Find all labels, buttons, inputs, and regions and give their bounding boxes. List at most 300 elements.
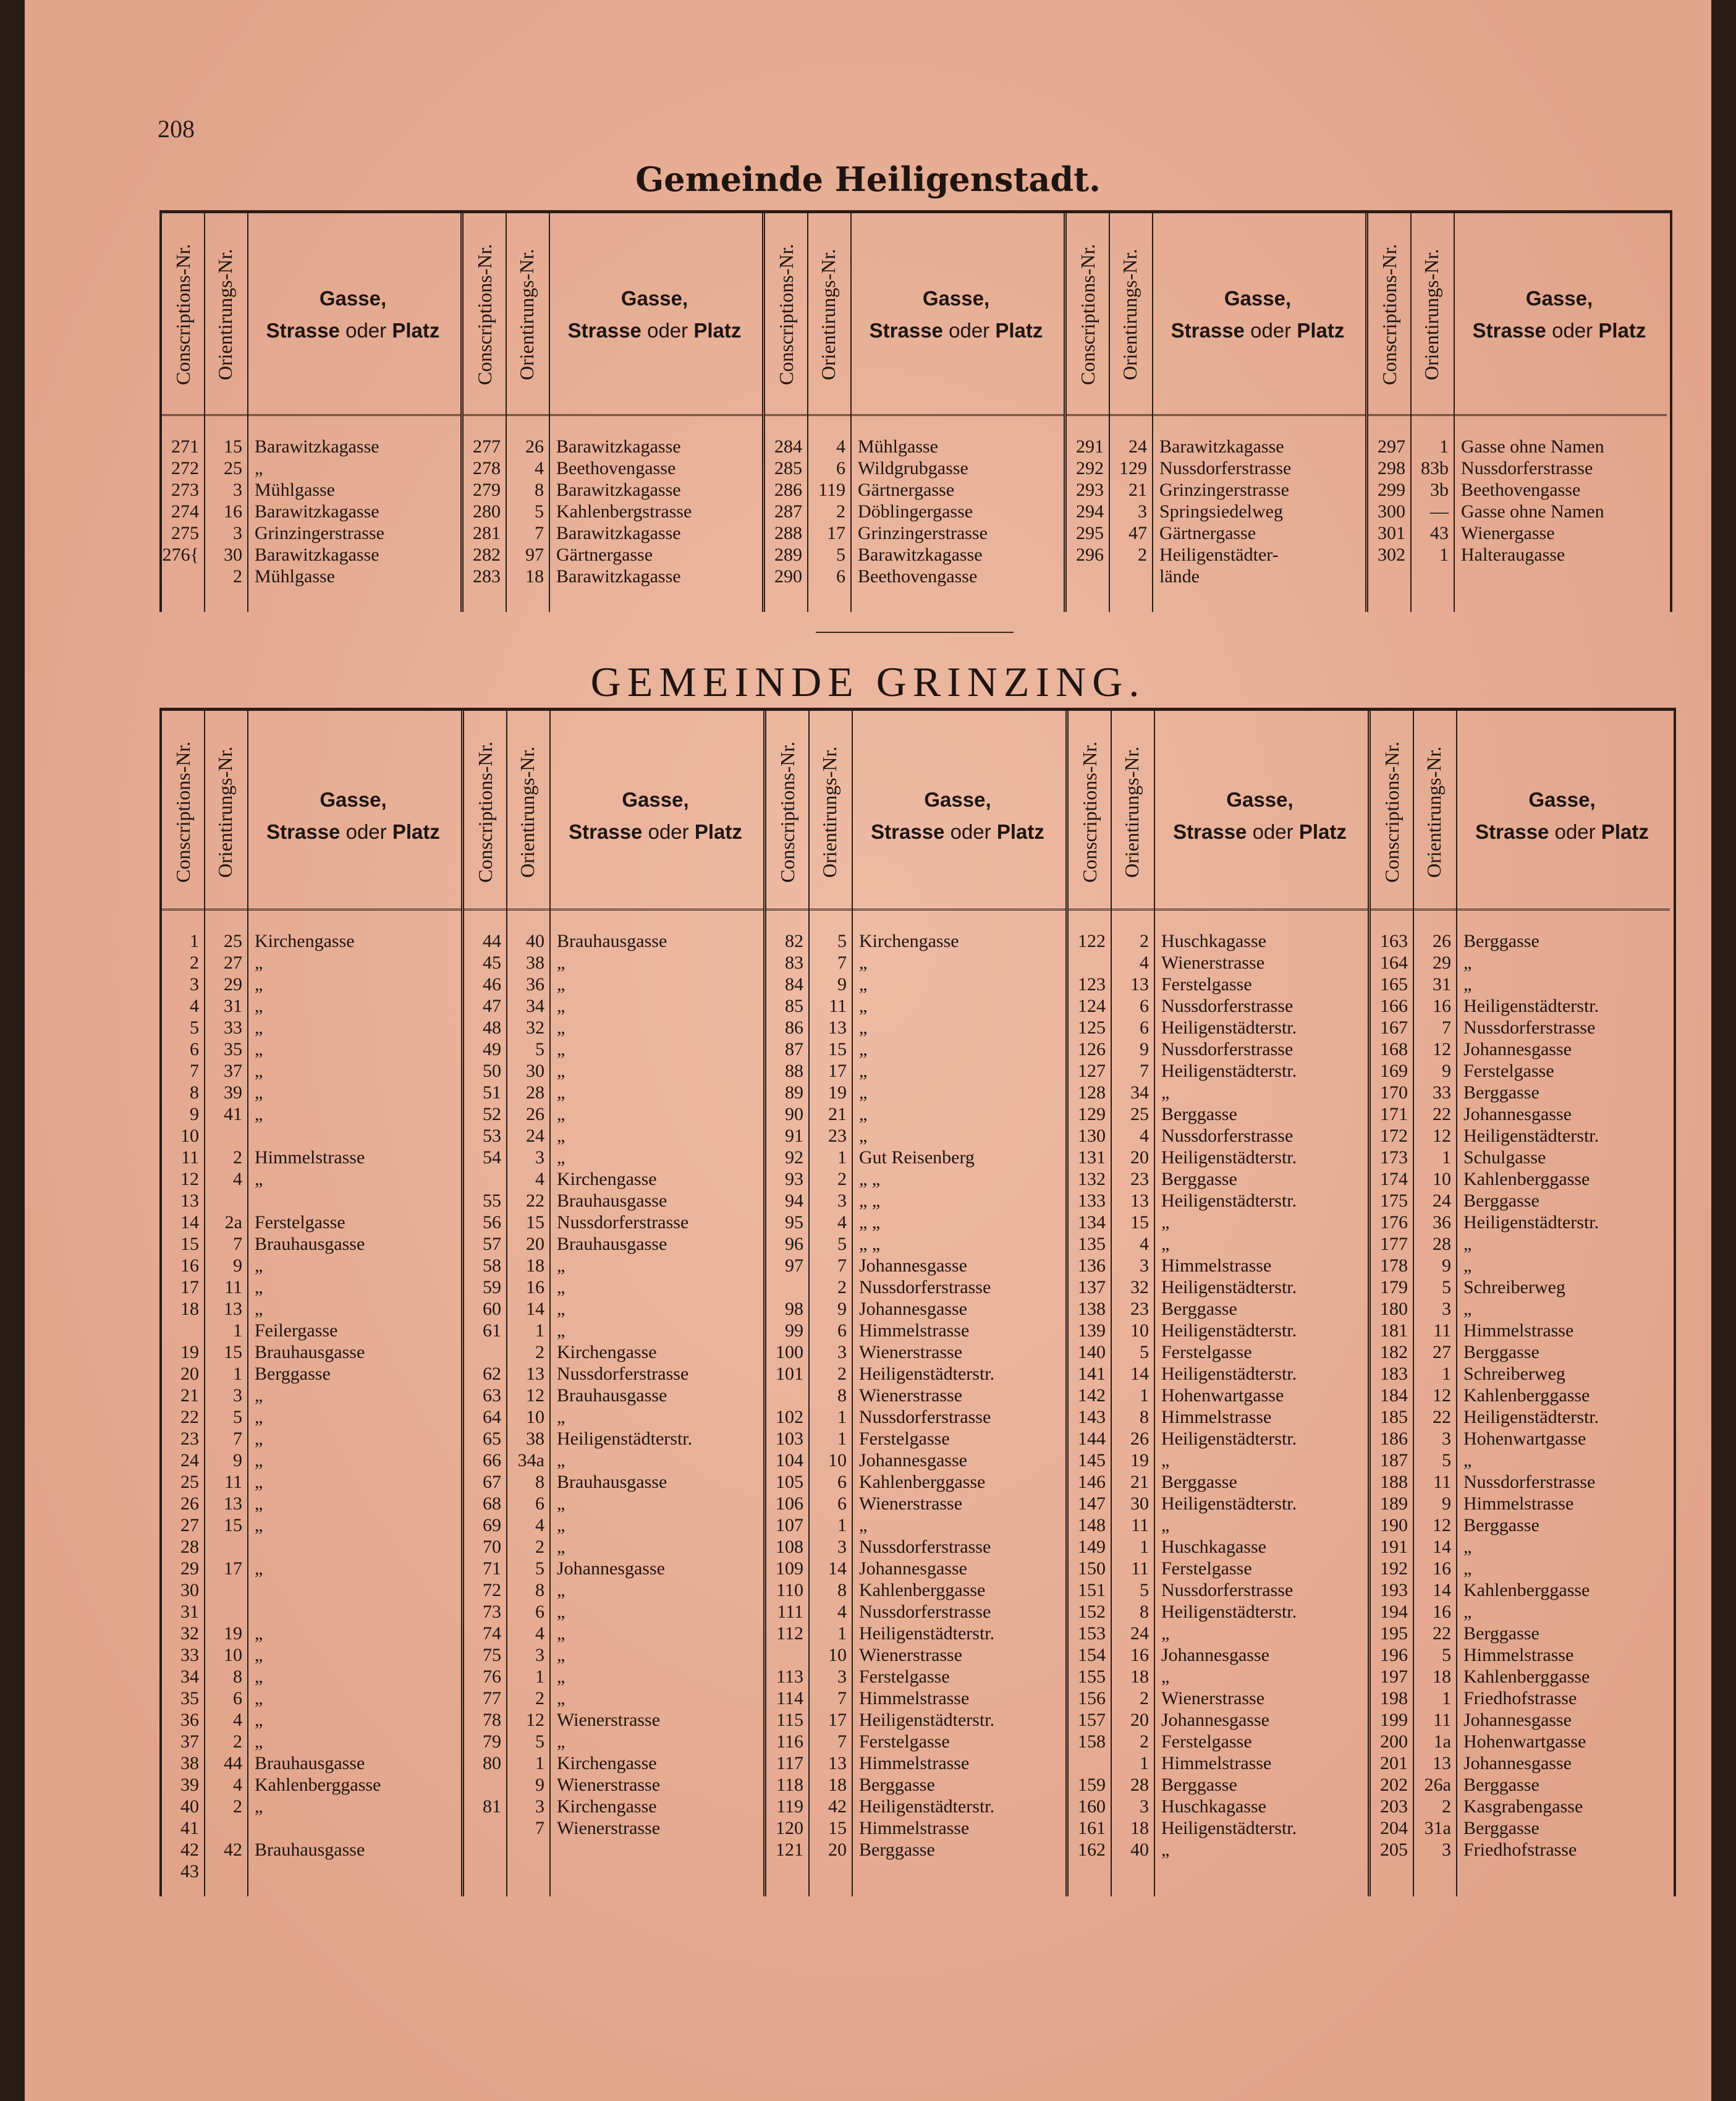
orientation-number: 1 bbox=[1439, 545, 1449, 565]
street-name: Kirchengasse bbox=[557, 1342, 657, 1362]
conscription-number: 93 bbox=[785, 1169, 803, 1189]
conscription-number: 137 bbox=[1078, 1277, 1106, 1297]
street-name: „ bbox=[859, 953, 868, 973]
table-row bbox=[1067, 436, 1365, 457]
conscription-number: 2 bbox=[190, 953, 199, 973]
street-header bbox=[1154, 784, 1366, 848]
street-name: Heiligenstädterstr. bbox=[859, 1796, 995, 1817]
table-row bbox=[162, 1601, 461, 1623]
table-row bbox=[464, 1255, 763, 1276]
table-row bbox=[1067, 522, 1365, 544]
conscription-number: 180 bbox=[1380, 1299, 1408, 1319]
street-name: Kahlenberggasse bbox=[1463, 1580, 1590, 1600]
conscription-number: 144 bbox=[1078, 1428, 1106, 1449]
orientation-number: 38 bbox=[526, 1428, 544, 1449]
orientation-number: 9 bbox=[535, 1775, 544, 1795]
street-name: Berggasse bbox=[1161, 1472, 1237, 1492]
table-row bbox=[464, 1233, 763, 1255]
orientation-number: 25 bbox=[224, 458, 242, 478]
table-row bbox=[162, 1752, 461, 1774]
street-name: „ bbox=[557, 1450, 565, 1471]
table-row bbox=[162, 1125, 461, 1147]
table-row bbox=[1368, 457, 1667, 479]
street-name: „ bbox=[255, 1039, 263, 1059]
street-name: Berggasse bbox=[1463, 1818, 1539, 1838]
table-row bbox=[765, 501, 1064, 522]
conscription-number: 91 bbox=[785, 1126, 803, 1146]
street-name: Heiligenstädterstr. bbox=[1161, 1147, 1297, 1168]
conscription-number: 194 bbox=[1380, 1602, 1408, 1622]
conscription-number: 281 bbox=[473, 523, 501, 543]
conscription-number: 142 bbox=[1078, 1385, 1106, 1406]
conscription-number: 200 bbox=[1380, 1731, 1408, 1752]
orientation-number: 5 bbox=[1442, 1645, 1451, 1665]
street-header bbox=[1454, 282, 1665, 347]
conscription-number: 273 bbox=[171, 480, 199, 500]
street-name: „ bbox=[255, 1385, 263, 1406]
table-row bbox=[162, 1731, 461, 1752]
conscription-number: 66 bbox=[483, 1450, 501, 1471]
conscription-number: 150 bbox=[1078, 1558, 1106, 1579]
orientation-number: 43 bbox=[1430, 523, 1449, 543]
street-name: Johannesgasse bbox=[859, 1255, 967, 1276]
orientation-number: 2 bbox=[535, 1342, 544, 1362]
street-name: „ bbox=[255, 1623, 263, 1644]
street-name: „ bbox=[1463, 1602, 1472, 1622]
orientation-number: 33 bbox=[1433, 1082, 1451, 1103]
street-name: Nussdorferstrasse bbox=[859, 1407, 991, 1427]
conscription-number: 49 bbox=[483, 1039, 501, 1059]
orientation-number: 2 bbox=[836, 501, 845, 522]
street-name: Nussdorferstrasse bbox=[1463, 1472, 1596, 1492]
street-name: „ bbox=[557, 1039, 565, 1059]
orientirungs-header: Orientirungs-Nr. bbox=[1423, 746, 1445, 878]
conscription-number: 189 bbox=[1380, 1493, 1408, 1514]
street-name: Barawitzkagasse bbox=[255, 501, 379, 522]
table-row bbox=[162, 952, 461, 974]
header-rule bbox=[464, 414, 762, 416]
street-name: Ferstelgasse bbox=[1161, 1342, 1252, 1362]
street-header-line1: Gasse, bbox=[620, 287, 688, 310]
table-row bbox=[464, 1406, 763, 1428]
street-name: „ bbox=[1161, 1450, 1170, 1471]
orientation-number: 3 bbox=[233, 1385, 242, 1406]
table-row bbox=[1368, 522, 1667, 544]
orientation-number: 19 bbox=[224, 1623, 242, 1644]
table-row bbox=[766, 1363, 1065, 1385]
table-row bbox=[1069, 1428, 1368, 1449]
conscription-number: 76 bbox=[483, 1666, 501, 1687]
street-header bbox=[1456, 784, 1668, 848]
table-row bbox=[766, 930, 1065, 952]
orientation-number: 3b bbox=[1430, 480, 1449, 500]
orientation-number: 5 bbox=[1442, 1277, 1451, 1297]
table-row bbox=[766, 1579, 1065, 1601]
conscription-number: 10 bbox=[180, 1126, 199, 1146]
conscription-number: 50 bbox=[483, 1061, 501, 1081]
orientation-number: 6 bbox=[837, 1320, 847, 1341]
street-name: „ bbox=[255, 1796, 263, 1817]
column-group bbox=[162, 711, 464, 1896]
street-header-oder: oder bbox=[647, 319, 694, 342]
orientation-number: 7 bbox=[233, 1428, 242, 1449]
orientation-number: 5 bbox=[535, 501, 544, 522]
street-header-oder: oder bbox=[950, 820, 997, 843]
street-name: Brauhausgasse bbox=[255, 1840, 365, 1860]
orientation-number: 4 bbox=[535, 1515, 544, 1535]
table-row bbox=[1371, 1428, 1670, 1449]
conscription-number: 126 bbox=[1078, 1039, 1106, 1059]
conscription-number: 140 bbox=[1078, 1342, 1106, 1362]
conscription-number: 120 bbox=[776, 1818, 803, 1838]
street-name: „ bbox=[255, 1688, 263, 1708]
conscription-number: 302 bbox=[1378, 545, 1405, 565]
table-row bbox=[1069, 1796, 1368, 1817]
table-row bbox=[162, 1623, 461, 1644]
street-name: „ bbox=[1161, 1840, 1170, 1860]
table-row bbox=[765, 479, 1064, 501]
street-name: Berggasse bbox=[1161, 1299, 1237, 1319]
conscription-number: 279 bbox=[473, 480, 501, 500]
street-header-strasse: Strasse bbox=[1173, 820, 1253, 843]
orientation-number: 1 bbox=[233, 1320, 242, 1341]
table-row bbox=[766, 1276, 1065, 1298]
table-row bbox=[162, 930, 461, 952]
street-name: Mühlgasse bbox=[255, 566, 335, 587]
orientation-number: 22 bbox=[1433, 1407, 1451, 1427]
conscription-number: 56 bbox=[483, 1212, 501, 1233]
street-name: Kahlenberggasse bbox=[1463, 1666, 1590, 1687]
table-row bbox=[162, 1796, 461, 1817]
street-name: Berggasse bbox=[1161, 1104, 1237, 1124]
street-name: Himmelstrasse bbox=[1463, 1320, 1574, 1341]
street-name: „ bbox=[1463, 1234, 1472, 1254]
orientation-number: 5 bbox=[837, 1234, 847, 1254]
street-name: „ bbox=[859, 1104, 868, 1124]
orientation-number: 20 bbox=[526, 1234, 544, 1254]
street-name: Huschkagasse bbox=[1161, 931, 1266, 951]
orientation-number: 11 bbox=[829, 996, 847, 1016]
orientation-number: 5 bbox=[535, 1039, 544, 1059]
orientation-number: 2 bbox=[1140, 931, 1149, 951]
table-row bbox=[162, 1038, 461, 1060]
orientation-number: 1 bbox=[535, 1753, 544, 1773]
conscriptions-header: Conscriptions-Nr. bbox=[776, 741, 798, 883]
orientation-number: 1 bbox=[1140, 1753, 1149, 1773]
street-header-oder: oder bbox=[648, 820, 695, 843]
table-row bbox=[464, 1709, 763, 1731]
street-name: „ bbox=[557, 996, 565, 1016]
table-row bbox=[464, 1774, 763, 1796]
street-name: Heiligenstädterstr. bbox=[1161, 1061, 1297, 1081]
table-row bbox=[766, 1341, 1065, 1363]
orientation-number: 6 bbox=[535, 1493, 544, 1514]
conscription-number: 75 bbox=[483, 1645, 501, 1665]
conscription-number: 24 bbox=[180, 1450, 199, 1471]
conscription-number: 185 bbox=[1380, 1407, 1408, 1427]
street-name: Ferstelgasse bbox=[859, 1731, 950, 1752]
conscription-number: 169 bbox=[1380, 1061, 1408, 1081]
street-name: Hohenwartgasse bbox=[1463, 1731, 1586, 1752]
orientation-number: 28 bbox=[1433, 1234, 1451, 1254]
table-row bbox=[1069, 1623, 1368, 1644]
conscription-number: 271 bbox=[171, 436, 199, 457]
orientation-number: 3 bbox=[1442, 1840, 1451, 1860]
table-row bbox=[464, 1038, 763, 1060]
table-row bbox=[1069, 1687, 1368, 1709]
street-header-line2 bbox=[852, 816, 1064, 848]
conscription-number: 45 bbox=[483, 953, 501, 973]
orientation-number: 7 bbox=[837, 953, 847, 973]
street-name: „ bbox=[255, 1731, 263, 1752]
table-row bbox=[1069, 1125, 1368, 1147]
conscription-number: 87 bbox=[785, 1039, 803, 1059]
street-name: „ bbox=[1463, 974, 1472, 995]
street-name: Berggasse bbox=[1463, 1342, 1539, 1362]
orientation-number: 2 bbox=[233, 566, 242, 587]
table-row bbox=[162, 1579, 461, 1601]
street-name: Nussdorferstrasse bbox=[1161, 1126, 1294, 1146]
orientation-number: 20 bbox=[1130, 1710, 1149, 1730]
conscription-number: 285 bbox=[774, 458, 802, 478]
street-name: „ bbox=[255, 458, 263, 478]
street-name: „ bbox=[557, 1126, 565, 1146]
conscription-number: 176 bbox=[1380, 1212, 1408, 1233]
orientation-number: 83b bbox=[1421, 458, 1449, 478]
street-name: Wienerstrasse bbox=[557, 1710, 661, 1730]
street-name: Wienerstrasse bbox=[859, 1493, 963, 1514]
conscription-number: 104 bbox=[776, 1450, 803, 1471]
conscriptions-header: Conscriptions-Nr. bbox=[172, 244, 194, 386]
table-row bbox=[1069, 1752, 1368, 1774]
orientation-number: 15 bbox=[224, 1515, 242, 1535]
table-row bbox=[766, 1471, 1065, 1493]
street-name: „ bbox=[1463, 1450, 1472, 1471]
street-header bbox=[247, 784, 459, 848]
street-name: Heiligenstädterstr. bbox=[1161, 1602, 1297, 1622]
street-name: „ bbox=[255, 1493, 263, 1514]
orientation-number: 40 bbox=[526, 931, 544, 951]
table-row bbox=[766, 1125, 1065, 1147]
orientation-number: 24 bbox=[526, 1126, 544, 1146]
orientation-number: 29 bbox=[1433, 953, 1451, 973]
conscription-number: 90 bbox=[785, 1104, 803, 1124]
conscription-number: 16 bbox=[180, 1255, 199, 1276]
table-row bbox=[162, 1536, 461, 1558]
orientation-number: 8 bbox=[535, 1580, 544, 1600]
conscription-number: 57 bbox=[483, 1234, 501, 1254]
header-rule bbox=[766, 909, 1065, 910]
conscription-number: 195 bbox=[1380, 1623, 1408, 1644]
street-header-oder: oder bbox=[1552, 319, 1599, 342]
street-name: Himmelstrasse bbox=[255, 1147, 365, 1168]
orientation-number: 5 bbox=[1140, 1342, 1149, 1362]
orientirungs-header: Orientirungs-Nr. bbox=[818, 746, 840, 878]
street-name: Barawitzkagasse bbox=[556, 566, 681, 587]
orientation-number: 42 bbox=[224, 1840, 242, 1860]
orientation-number: 1 bbox=[1442, 1364, 1451, 1384]
street-name: Brauhausgasse bbox=[557, 931, 667, 951]
conscription-number: 163 bbox=[1380, 931, 1408, 951]
orientation-number: 25 bbox=[1130, 1104, 1149, 1124]
orientation-number: 21 bbox=[828, 1104, 847, 1124]
conscription-number: 32 bbox=[180, 1623, 199, 1644]
street-header-strasse: Strasse bbox=[869, 319, 949, 342]
orientation-number: 9 bbox=[1442, 1493, 1451, 1514]
orientation-number: 14 bbox=[1433, 1537, 1451, 1557]
orientation-number: 33 bbox=[224, 1017, 242, 1038]
conscription-number: 31 bbox=[180, 1602, 199, 1622]
orientation-number: 31a bbox=[1424, 1818, 1451, 1838]
street-name: Heiligenstädterstr. bbox=[1161, 1428, 1297, 1449]
table-row bbox=[464, 1536, 763, 1558]
orientation-number: 13 bbox=[1433, 1753, 1451, 1773]
conscription-number: 14 bbox=[180, 1212, 199, 1233]
street-name: Gasse ohne Namen bbox=[1461, 436, 1604, 457]
header-rule bbox=[1067, 414, 1365, 416]
street-name: Wienerstrasse bbox=[557, 1818, 661, 1838]
orientation-number: 6 bbox=[1140, 996, 1149, 1016]
orientation-number: 3 bbox=[535, 1147, 544, 1168]
street-name: Nussdorferstrasse bbox=[1461, 458, 1593, 478]
street-name: „ bbox=[255, 1407, 263, 1427]
orientation-number: 2 bbox=[233, 1796, 242, 1817]
street-name: „ bbox=[557, 1082, 565, 1103]
orientation-number: 15 bbox=[224, 436, 242, 457]
conscription-number: 153 bbox=[1078, 1623, 1106, 1644]
conscription-number: 113 bbox=[776, 1666, 803, 1687]
street-name: „ bbox=[557, 1580, 565, 1600]
table-row bbox=[766, 1147, 1065, 1168]
conscription-number: 21 bbox=[180, 1385, 199, 1406]
table-row bbox=[1069, 1579, 1368, 1601]
orientation-number: 38 bbox=[526, 953, 544, 973]
orientation-number: 2 bbox=[837, 1169, 847, 1189]
table-row bbox=[1069, 930, 1368, 952]
conscription-number: 40 bbox=[180, 1796, 199, 1817]
orientation-number: 25 bbox=[224, 931, 242, 951]
conscription-number: 204 bbox=[1380, 1818, 1408, 1838]
table-row bbox=[1069, 1363, 1368, 1385]
conscription-number: 72 bbox=[483, 1580, 501, 1600]
conscription-number: 190 bbox=[1380, 1515, 1408, 1535]
street-name: „ bbox=[1161, 1515, 1170, 1535]
orientation-number: 37 bbox=[224, 1061, 242, 1081]
street-header-line1: Gasse, bbox=[1226, 788, 1294, 811]
street-name: „ „ bbox=[859, 1169, 881, 1189]
conscription-number: 134 bbox=[1078, 1212, 1106, 1233]
table-row bbox=[1371, 1190, 1670, 1212]
street-header-platz: Platz bbox=[1598, 319, 1646, 342]
street-name: Johannesgasse bbox=[1463, 1753, 1572, 1773]
conscription-number: 54 bbox=[483, 1147, 501, 1168]
street-name: Kahlenberggasse bbox=[859, 1580, 986, 1600]
orientation-number: 30 bbox=[1130, 1493, 1149, 1514]
conscription-number: 36 bbox=[180, 1710, 199, 1730]
street-name: „ bbox=[1463, 953, 1472, 973]
table-row bbox=[464, 930, 763, 952]
table-row bbox=[1371, 1147, 1670, 1168]
street-name: „ bbox=[255, 1104, 263, 1124]
street-name: Himmelstrasse bbox=[1463, 1645, 1574, 1665]
table-row bbox=[1069, 1644, 1368, 1666]
table-row bbox=[766, 1385, 1065, 1406]
street-name: „ bbox=[557, 1061, 565, 1081]
table-row bbox=[1069, 1060, 1368, 1082]
street-name: Ferstelgasse bbox=[1161, 974, 1252, 995]
table-row bbox=[1371, 1471, 1670, 1493]
orientation-number: 41 bbox=[224, 1104, 242, 1124]
conscription-number: 123 bbox=[1078, 974, 1106, 995]
table-row bbox=[1069, 1385, 1368, 1406]
table-row bbox=[1371, 1017, 1670, 1038]
street-name: „ bbox=[255, 1169, 263, 1189]
table-row bbox=[162, 1363, 461, 1385]
table-row bbox=[1371, 1449, 1670, 1471]
orientation-number: 2 bbox=[535, 1537, 544, 1557]
orientation-number: 4 bbox=[233, 1775, 242, 1795]
street-name: Beethovengasse bbox=[858, 566, 978, 587]
orientation-number: 3 bbox=[1140, 1255, 1149, 1276]
orientation-number: 23 bbox=[828, 1126, 847, 1146]
table-row bbox=[162, 1774, 461, 1796]
table-row bbox=[1069, 1666, 1368, 1687]
street-name: „ bbox=[255, 1450, 263, 1471]
table-row bbox=[766, 1752, 1065, 1774]
conscriptions-header: Conscriptions-Nr. bbox=[1381, 741, 1403, 883]
orientation-number: 26 bbox=[525, 436, 544, 457]
orientation-number: 1 bbox=[1439, 436, 1449, 457]
conscription-number: 7 bbox=[190, 1061, 199, 1081]
table-row bbox=[1371, 1623, 1670, 1644]
conscription-number: 51 bbox=[483, 1082, 501, 1103]
street-header-platz: Platz bbox=[1298, 820, 1347, 843]
orientation-number: 9 bbox=[837, 1299, 847, 1319]
orientation-number: 22 bbox=[1433, 1623, 1451, 1644]
street-header-platz: Platz bbox=[1601, 820, 1649, 843]
table-row bbox=[1371, 1406, 1670, 1428]
table-row bbox=[162, 1341, 461, 1363]
orientation-number: 15 bbox=[526, 1212, 544, 1233]
conscription-number: 108 bbox=[776, 1537, 803, 1557]
conscription-number: 294 bbox=[1076, 501, 1104, 522]
table-row bbox=[1371, 952, 1670, 974]
table-row bbox=[766, 995, 1065, 1017]
table-row bbox=[1069, 1190, 1368, 1212]
street-header-platz: Platz bbox=[693, 319, 742, 342]
street-name: Heiligenstädterstr. bbox=[1161, 1493, 1297, 1514]
conscription-number: 168 bbox=[1380, 1039, 1408, 1059]
conscription-number: 30 bbox=[180, 1580, 199, 1600]
table-row bbox=[162, 544, 460, 566]
orientation-number: 8 bbox=[1140, 1602, 1149, 1622]
table-row bbox=[1069, 1341, 1368, 1363]
table-row bbox=[162, 1471, 461, 1493]
orientation-number: 129 bbox=[1119, 458, 1147, 478]
conscriptions-header: Conscriptions-Nr. bbox=[1378, 244, 1400, 386]
table-row bbox=[766, 1017, 1065, 1038]
table-row bbox=[1069, 974, 1368, 995]
conscription-number: 290 bbox=[774, 566, 802, 587]
table-row bbox=[464, 566, 762, 587]
conscription-number: 9 bbox=[190, 1104, 199, 1124]
conscription-number: 12 bbox=[180, 1169, 199, 1189]
street-name: Brauhausgasse bbox=[557, 1385, 667, 1406]
conscription-number: 27 bbox=[180, 1515, 199, 1535]
table-row bbox=[766, 1082, 1065, 1103]
street-name: Kahlenberggasse bbox=[859, 1472, 986, 1492]
street-name: Ferstelgasse bbox=[859, 1666, 950, 1687]
